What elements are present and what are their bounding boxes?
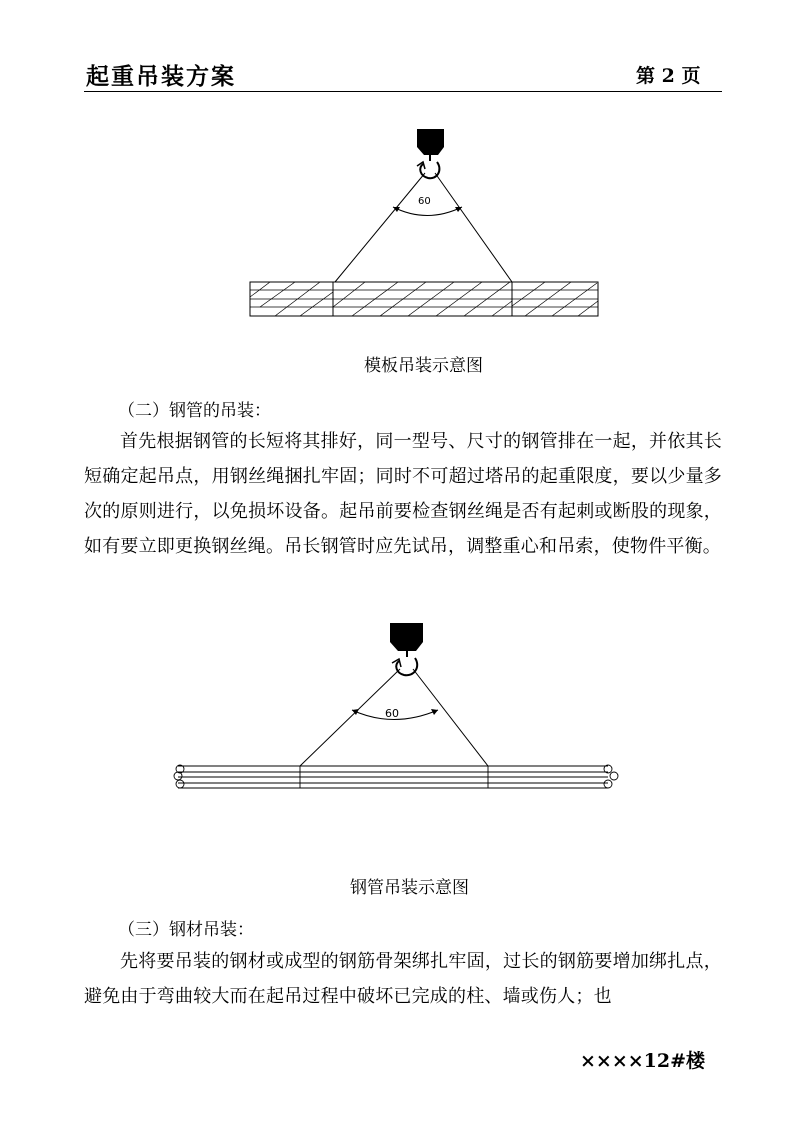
angle-label: 60: [418, 196, 431, 207]
sling-left: [335, 173, 425, 282]
angle-arc: [393, 207, 462, 216]
page-number: 第 2 页: [636, 65, 701, 87]
header-divider: [84, 91, 722, 92]
figure2-caption: 钢管吊装示意图: [350, 878, 469, 898]
crane-hook-icon: [417, 129, 444, 178]
crane-hook-icon: [390, 623, 423, 675]
formwork-lifting-diagram: [240, 122, 610, 327]
steel-pipe-lifting-diagram: [168, 617, 628, 797]
formwork-stack: [250, 282, 598, 316]
section2-paragraph: 首先根据钢管的长短将其排好，同一型号、尺寸的钢管排在一起，并依其长短确定起吊点，用钢丝绳捆扎牢固；同时不可超过塔吊的起重限度，要以少量多次的原则进行，以免损坏设备。起吊前要检查钢丝绳是否有起刺或断股的现象，如有要立即更换钢丝绳。吊长钢管时应先试吊，调整重心和吊索，使物件平衡。: [84, 431, 722, 557]
sling-right: [413, 669, 488, 766]
section3-heading: （三）钢材吊装：: [118, 920, 254, 940]
building-label: ××××12#楼: [580, 1050, 706, 1072]
document-title: 起重吊装方案: [86, 63, 236, 90]
angle-label: 60: [385, 707, 399, 720]
section2-heading: （二）钢管的吊装：: [118, 401, 271, 421]
pipe-bundle: [174, 765, 618, 788]
figure1-caption: 模板吊装示意图: [364, 356, 483, 376]
section3-paragraph: 先将要吊装的钢材或成型的钢筋骨架绑扎牢固，过长的钢筋要增加绑扎点，避免由于弯曲较大而在起吊过程中破坏已完成的柱、墙或伤人；也: [84, 951, 722, 1007]
sling-right: [435, 173, 512, 282]
